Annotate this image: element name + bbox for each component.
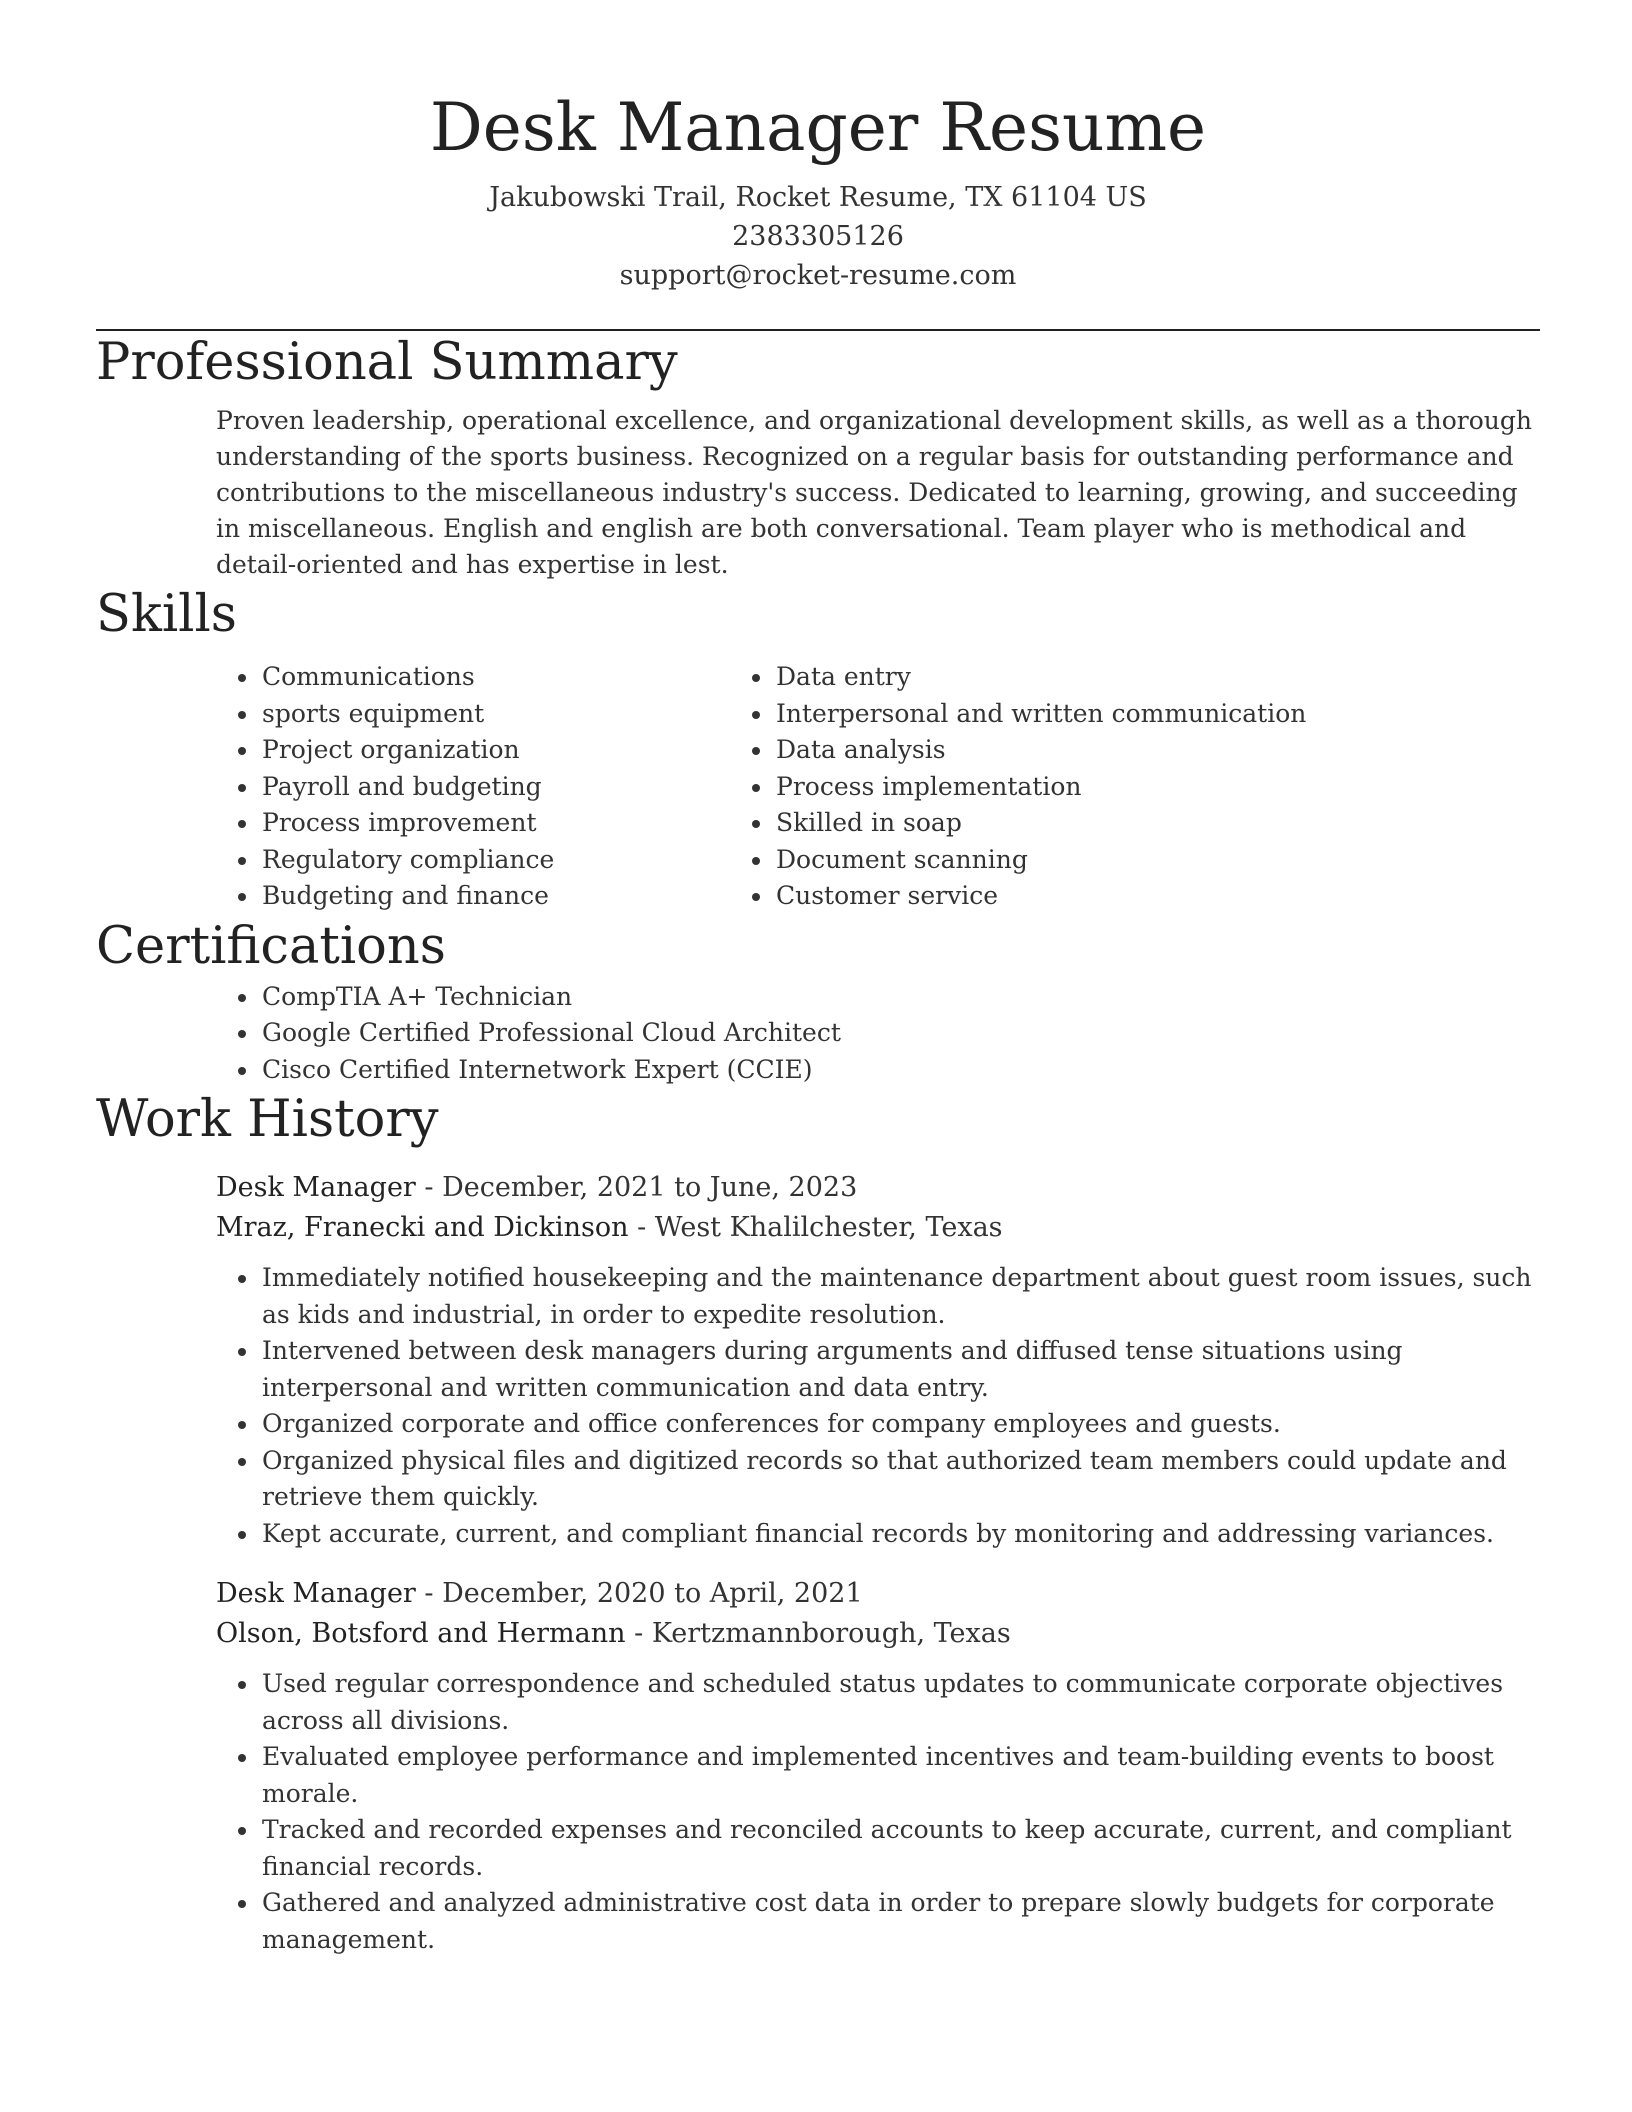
contact-info [96, 178, 1540, 295]
skill-item: • Payroll and budgeting [260, 769, 746, 806]
job-duty: • Organized corporate and office conferences for company employees and guests. [260, 1406, 1540, 1443]
skill-item: • Skilled in soap [774, 805, 1306, 842]
skills-column-left [96, 659, 746, 915]
email: support@rocket-resume.com [619, 260, 1017, 291]
summary-heading: Professional Summary [96, 333, 678, 392]
job-location: West Khalilchester, Texas [654, 1212, 1003, 1243]
job-company: Mraz, Franecki and Dickinson [216, 1212, 629, 1243]
job-duty: • Kept accurate, current, and compliant financial records by monitoring and addressing variances. [260, 1516, 1540, 1553]
certification-item: • Google Certified Professional Cloud Architect [260, 1015, 1540, 1052]
resume-header [96, 0, 1540, 295]
job-dates: December, 2021 to June, 2023 [442, 1172, 858, 1203]
job-duty: • Tracked and recorded expenses and reconciled accounts to keep accurate, current, and compliant financial records. [260, 1812, 1540, 1885]
certifications-heading: Certifications [96, 916, 446, 976]
job-duty: • Immediately notified housekeeping and the maintenance department about guest room issues, such as kids and industrial, in order to expedite resolution. [260, 1260, 1540, 1333]
job-duties-list [216, 1260, 1540, 1552]
job-entry [216, 1574, 1540, 1958]
job-company: Olson, Botsford and Hermann [216, 1618, 626, 1649]
address: Jakubowski Trail, Rocket Resume, TX 61104 US [489, 182, 1147, 213]
work-history-heading: Work History [96, 1090, 439, 1149]
job-title-line: Desk Manager - December, 2021 to June, 2023 [216, 1172, 858, 1203]
job-company-line: Mraz, Franecki and Dickinson - West Khalilchester, Texas [216, 1212, 1003, 1243]
skill-item: • Document scanning [774, 842, 1306, 879]
skill-item: • Communications [260, 659, 746, 696]
job-duty: • Intervened between desk managers during arguments and diffused tense situations using interpersonal and written communication and data entry. [260, 1333, 1540, 1406]
skills-list-left [96, 659, 746, 915]
job-title-line: Desk Manager - December, 2020 to April, 2021 [216, 1578, 863, 1609]
skill-item: • Project organization [260, 732, 746, 769]
skills-heading: Skills [96, 585, 237, 644]
skill-item: • Data entry [774, 659, 1306, 696]
skill-item: • Customer service [774, 878, 1306, 915]
resume-title: Desk Manager Resume [429, 89, 1207, 166]
certifications-list [96, 979, 1540, 1089]
skill-item: • Process improvement [260, 805, 746, 842]
resume-page [96, 0, 1540, 1958]
job-dates: December, 2020 to April, 2021 [442, 1578, 863, 1609]
job-duty: • Gathered and analyzed administrative cost data in order to prepare slowly budgets for corporate management. [260, 1885, 1540, 1958]
job-location: Kertzmannborough, Texas [651, 1618, 1011, 1649]
job-duty: • Evaluated employee performance and implemented incentives and team-building events to boost morale. [260, 1739, 1540, 1812]
skill-item: • Data analysis [774, 732, 1306, 769]
job-title: Desk Manager [216, 1578, 416, 1609]
skill-item: • Interpersonal and written communication [774, 696, 1306, 733]
skills-columns [96, 659, 1540, 915]
job-duty: • Organized physical files and digitized records so that authorized team members could update and retrieve them quickly. [260, 1443, 1540, 1516]
skills-list-right [746, 659, 1306, 915]
phone: 2383305126 [732, 221, 904, 252]
skill-item: • sports equipment [260, 696, 746, 733]
certification-item: • Cisco Certified Internetwork Expert (CCIE) [260, 1052, 1540, 1089]
skills-column-right [746, 659, 1306, 915]
job-duty: • Used regular correspondence and scheduled status updates to communicate corporate objectives across all divisions. [260, 1666, 1540, 1739]
job-title: Desk Manager [216, 1172, 416, 1203]
certification-item: • CompTIA A+ Technician [260, 979, 1540, 1016]
skill-item: • Budgeting and finance [260, 878, 746, 915]
job-entry [216, 1168, 1540, 1552]
skill-item: • Process implementation [774, 769, 1306, 806]
job-company-line: Olson, Botsford and Hermann - Kertzmannborough, Texas [216, 1618, 1011, 1649]
job-duties-list [216, 1666, 1540, 1958]
skill-item: • Regulatory compliance [260, 842, 746, 879]
summary-text: Proven leadership, operational excellence, and organizational development skills, as well as a thorough understanding of the sports business. Recognized on a regular basis for outstanding performance and contributions to the miscellaneous industry's success. Dedicated to learning, growing, and succeeding in miscellaneous. English and english are both conversational. Team player who is methodical and detail-oriented and has expertise in lest. [216, 406, 1532, 579]
